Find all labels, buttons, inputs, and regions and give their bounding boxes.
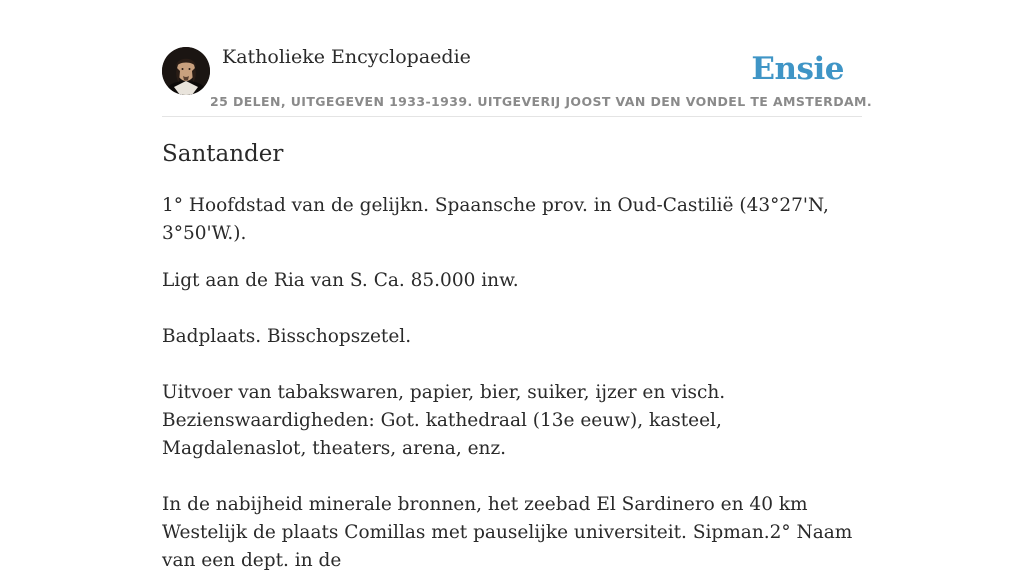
brand-logo[interactable]: Ensie: [751, 51, 844, 87]
article-paragraph: Ligt aan de Ria van S. Ca. 85.000 inw.: [162, 270, 519, 291]
publication-title[interactable]: Katholieke Encyclopaedie: [222, 46, 471, 68]
article-paragraph: Uitvoer van tabakswaren, papier, bier, suiker, ijzer en visch. Bezienswaardigheden: Got. kathedraal (13e eeuw), kasteel, Magdalenaslot, theaters, arena, enz.: [162, 382, 726, 459]
page-container: [162, 0, 873, 571]
portrait-avatar-icon[interactable]: [162, 47, 210, 95]
article-title: Santander: [162, 141, 284, 167]
article-paragraph: 1° Hoofdstad van de gelijkn. Spaansche prov. in Oud-Castilië (43°27'N, 3°50'W.).: [162, 195, 829, 244]
article-paragraph: Badplaats. Bisschopszetel.: [162, 326, 412, 347]
portrait-avatar-graphic: [162, 47, 210, 95]
article-paragraph: In de nabijheid minerale bronnen, het zeebad El Sardinero en 40 km Westelijk de plaats Comillas met pauselijke universiteit. Sipman.2° Naam van een dept. in de: [162, 494, 853, 571]
publication-header: [162, 0, 873, 117]
article: [162, 138, 862, 575]
publication-subtitle: 25 DELEN, UITGEGEVEN 1933-1939. UITGEVERIJ JOOST VAN DEN VONDEL TE AMSTERDAM.: [210, 94, 873, 109]
